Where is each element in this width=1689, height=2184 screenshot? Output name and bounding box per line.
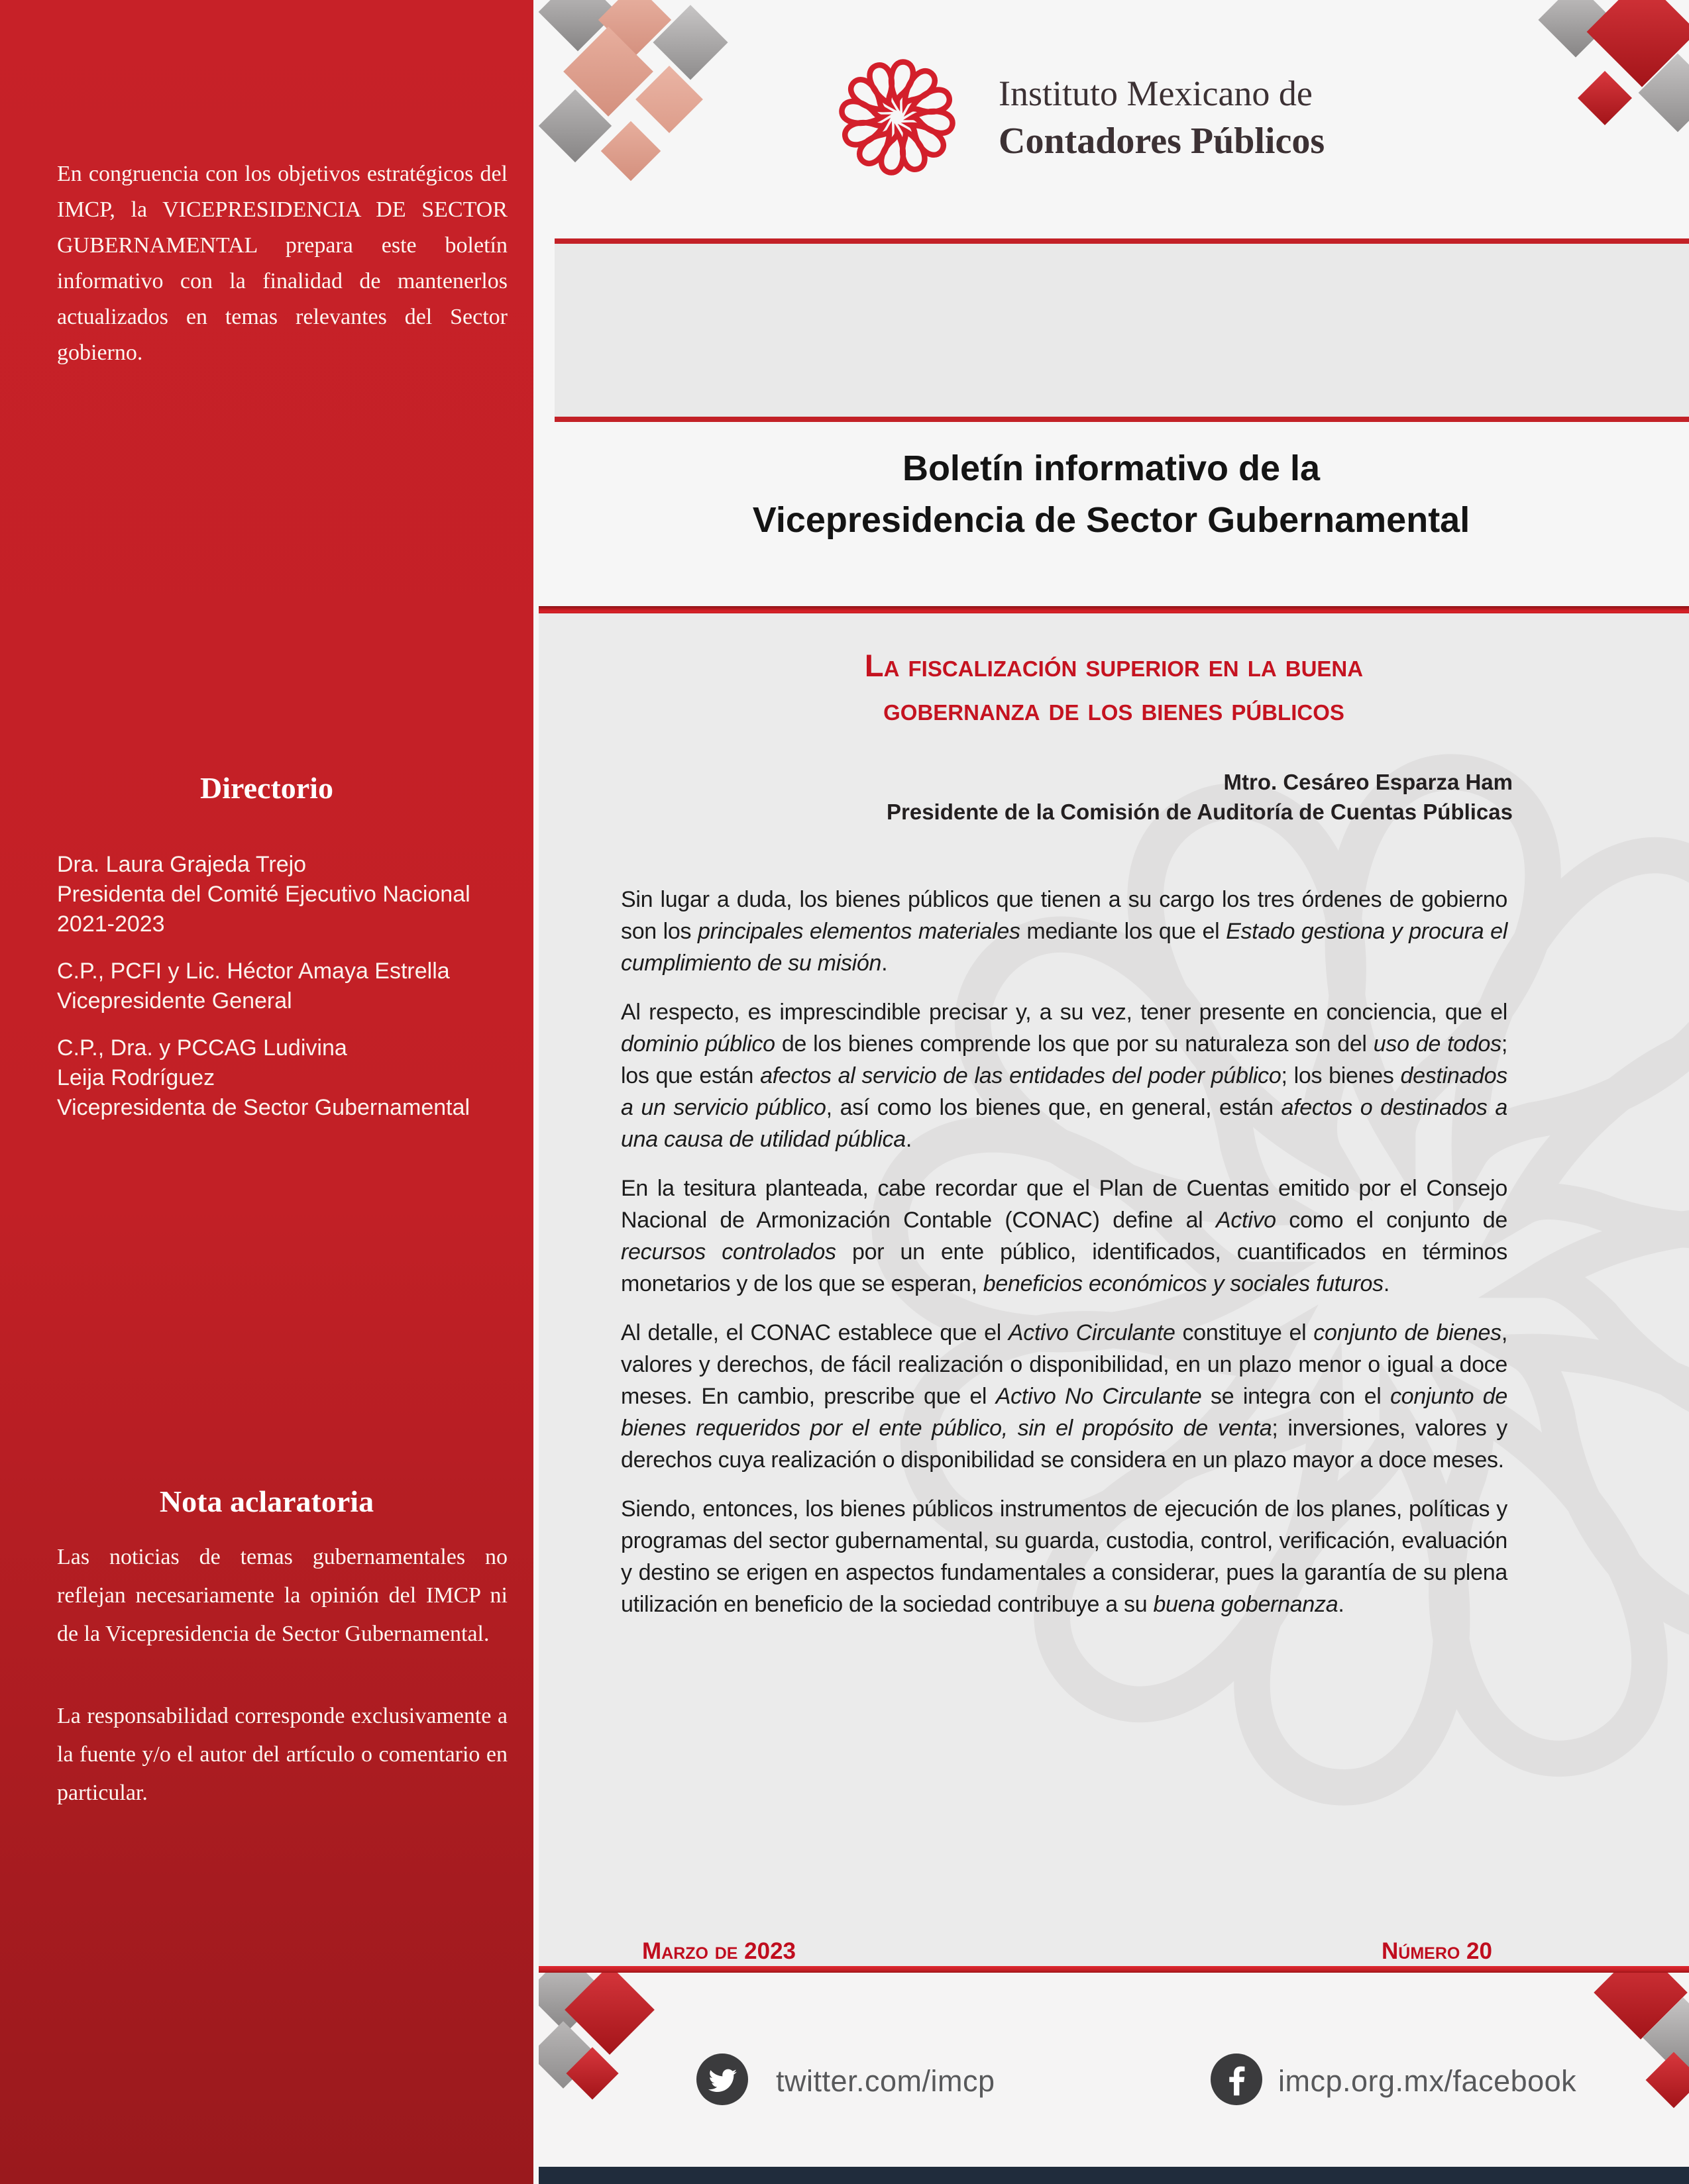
bulletin-title — [533, 442, 1689, 546]
red-divider-bottom — [539, 1966, 1689, 1973]
imcp-logo — [825, 45, 1325, 189]
bulletin-title-line2: Vicepresidencia de Sector Gubernamental — [752, 500, 1470, 540]
bulletin-title-line1: Boletín informativo de la — [902, 448, 1321, 488]
sidebar-intro-text: En congruencia con los objetivos estratégicos del IMCP, la VICEPRESIDENCIA DE SECTOR GUBERNAMENTAL prepara este boletín informativo con la finalidad de mantenerlos actualizados en temas relevantes del Sector gobierno. — [57, 162, 508, 365]
article-paragraph: Al detalle, el CONAC establece que el Activo Circulante constituye el conjunto de bienes, valores y derechos, de fácil realización o disponibilidad, en un plazo menor o igual a doce meses. En cambio, prescribe que el Activo No Circulante se integra con el conjunto de bienes requeridos por el ente público, sin el propósito de venta; inversiones, valores y derechos cuya realización o disponibilidad se considera en un plazo mayor a doce meses. — [621, 1320, 1508, 1473]
directory-title: Directorio — [200, 771, 333, 805]
directory-entry-line: Presidenta del Comité Ejecutivo Nacional — [57, 882, 470, 907]
clarification-note-title: Nota aclaratoria — [159, 1484, 374, 1518]
author-role: Presidente de la Comisión de Auditoría de Cuentas Públicas — [887, 800, 1513, 824]
directory-entry-line: 2021-2023 — [57, 911, 165, 937]
directory-list — [57, 850, 514, 1140]
main-column — [533, 0, 1689, 2184]
article-paragraph: Sin lugar a duda, los bienes públicos que tienen a su cargo los tres órdenes de gobierno son los principales elementos materiales mediante los que el Estado gestiona y procura el cumplimiento de su misión. — [621, 887, 1508, 976]
issue-number: Número 20 — [1382, 1938, 1492, 1964]
directory-entry-line: C.P., Dra. y PCCAG Ludivina — [57, 1035, 347, 1061]
article-body — [621, 884, 1507, 1638]
twitter-icon[interactable] — [696, 2054, 748, 2105]
facebook-handle[interactable]: imcp.org.mx/facebook — [1278, 2064, 1577, 2098]
article-paragraph: Al respecto, es imprescindible precisar y, a su vez, tener presente en conciencia, que el dominio público de los bienes comprende los que por su naturaleza son del uso de todos; los que están afectos al servicio de las entidades del poder público; los bienes destinados a un servicio público, así como los bienes que, en general, están afectos o destinados a una causa de utilidad pública. — [621, 1000, 1508, 1152]
article-paragraph: Siendo, entonces, los bienes públicos instrumentos de ejecución de los planes, políticas y programas del sector gubernamental, su guarda, custodia, control, verificación, evaluación y destino se erigen en aspectos fundamentales a considerar, pues la garantía de su plena utilización en beneficio de la sociedad contribuye a su buena gobernanza. — [621, 1496, 1507, 1617]
logo-line1: Instituto Mexicano de — [999, 74, 1313, 113]
article-title-line2: gobernanza de los bienes públicos — [883, 692, 1344, 727]
red-divider-top — [539, 606, 1689, 613]
article-title — [539, 644, 1689, 731]
imcp-flower-logo-icon — [825, 45, 969, 189]
page-footer — [539, 1973, 1689, 2184]
directory-entry-line: C.P., PCFI y Lic. Héctor Amaya Estrella — [57, 959, 450, 984]
clarification-note — [57, 1538, 508, 1856]
logo-line2: Contadores Públicos — [999, 121, 1325, 162]
directory-entry-line: Dra. Laura Grajeda Trejo — [57, 852, 307, 877]
directory-entry-line: Leija Rodríguez — [57, 1065, 215, 1090]
page-header — [533, 0, 1689, 238]
article-paragraph: En la tesitura planteada, cabe recordar que el Plan de Cuentas emitido por el Consejo Nacional de Armonización Contable (CONAC) define al Activo como el conjunto de recursos controlados por un ente público, identificados, cuantificados en términos monetarios y de los que se esperan, beneficios económicos y sociales futuros. — [621, 1176, 1507, 1296]
article-author-block — [887, 767, 1513, 827]
twitter-handle[interactable]: twitter.com/imcp — [776, 2064, 995, 2098]
directory-entry-line: Vicepresidente General — [57, 988, 292, 1014]
facebook-icon[interactable] — [1211, 2054, 1262, 2105]
bottom-navy-bar — [539, 2167, 1689, 2184]
note-paragraph: La responsabilidad corresponde exclusivamente a la fuente y/o el autor del artículo o comentario en particular. — [57, 1704, 508, 1805]
directory-entry — [57, 957, 514, 1016]
directory-entry-line: Vicepresidenta de Sector Gubernamental — [57, 1095, 470, 1120]
issue-date: Marzo de 2023 — [642, 1938, 796, 1964]
imcp-logo-text — [999, 70, 1325, 165]
author-name: Mtro. Cesáreo Esparza Ham — [1223, 770, 1513, 794]
article-title-line1: La fiscalización superior en la buena — [864, 648, 1364, 683]
article-content — [539, 613, 1689, 1966]
directory-entry — [57, 1033, 514, 1123]
sidebar — [0, 0, 533, 2184]
directory-entry — [57, 850, 514, 939]
note-paragraph: Las noticias de temas gubernamentales no reflejan necesariamente la opinión del IMCP ni de la Vicepresidencia de Sector Gubernamental. — [57, 1545, 508, 1646]
banner-placeholder-box — [555, 238, 1689, 422]
